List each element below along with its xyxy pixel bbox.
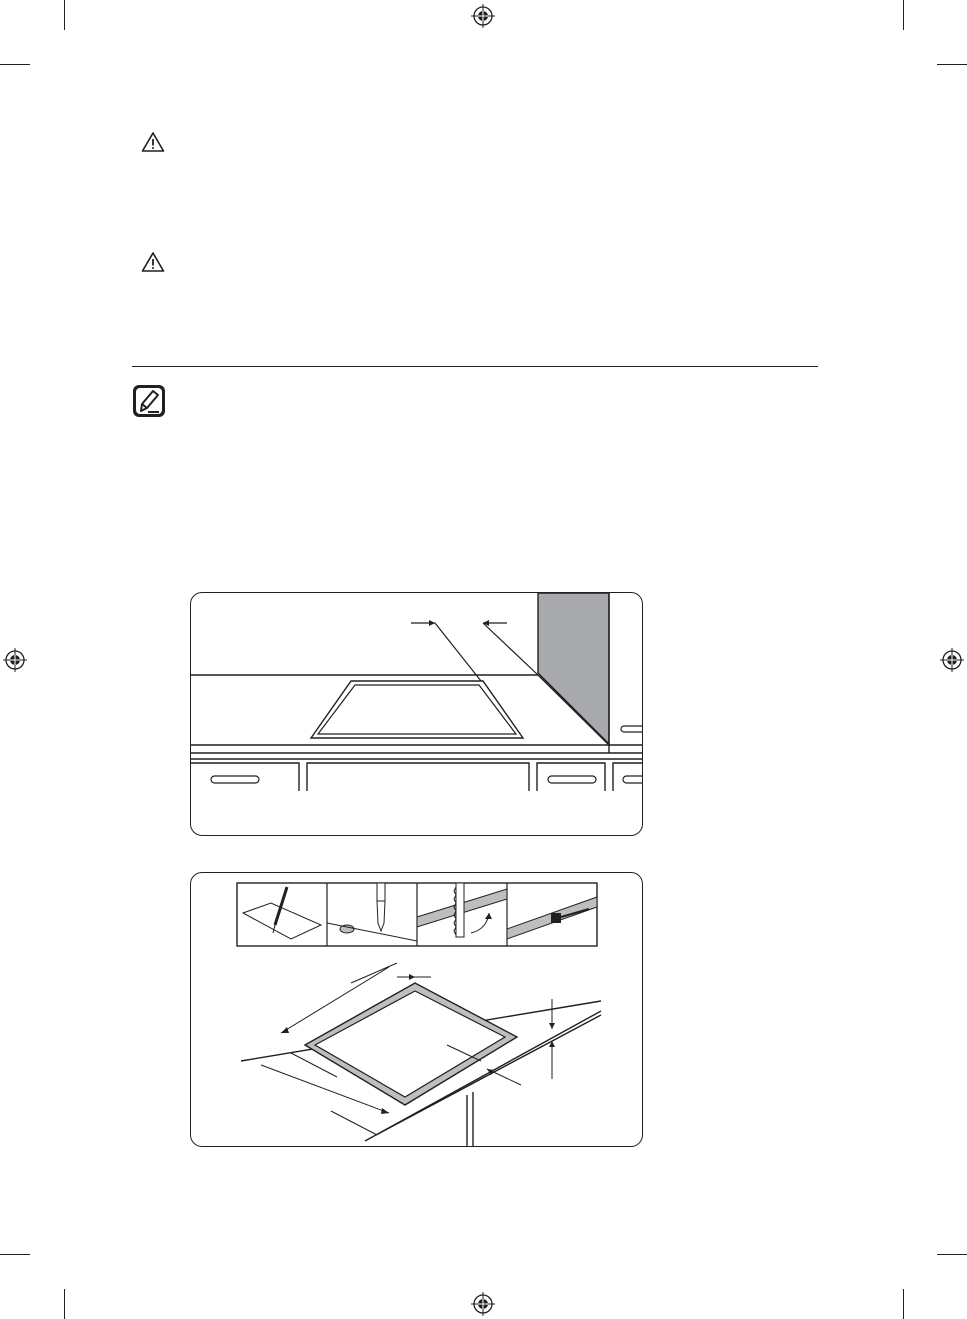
registration-mark-icon <box>3 648 27 672</box>
note-pencil-icon <box>132 384 166 418</box>
registration-mark-icon <box>940 648 964 672</box>
registration-mark-icon <box>471 4 495 28</box>
warning-triangle-icon <box>141 131 165 153</box>
crop-mark-top-left-horizontal <box>0 64 30 65</box>
section-divider <box>132 366 818 367</box>
registration-mark-icon <box>471 1292 495 1316</box>
crop-mark-bottom-left-horizontal <box>0 1254 30 1255</box>
crop-mark-top-right-horizontal <box>937 64 967 65</box>
warning-triangle-icon <box>141 251 165 273</box>
crop-mark-top-left-vertical <box>64 0 65 30</box>
worktop-cutout-steps-illustration <box>190 872 643 1147</box>
crop-mark-top-right-vertical <box>903 0 904 30</box>
crop-mark-bottom-right-vertical <box>903 1289 904 1319</box>
crop-mark-bottom-right-horizontal <box>937 1254 967 1255</box>
crop-mark-bottom-left-vertical <box>64 1289 65 1319</box>
hob-installed-in-worktop-illustration <box>190 592 643 836</box>
